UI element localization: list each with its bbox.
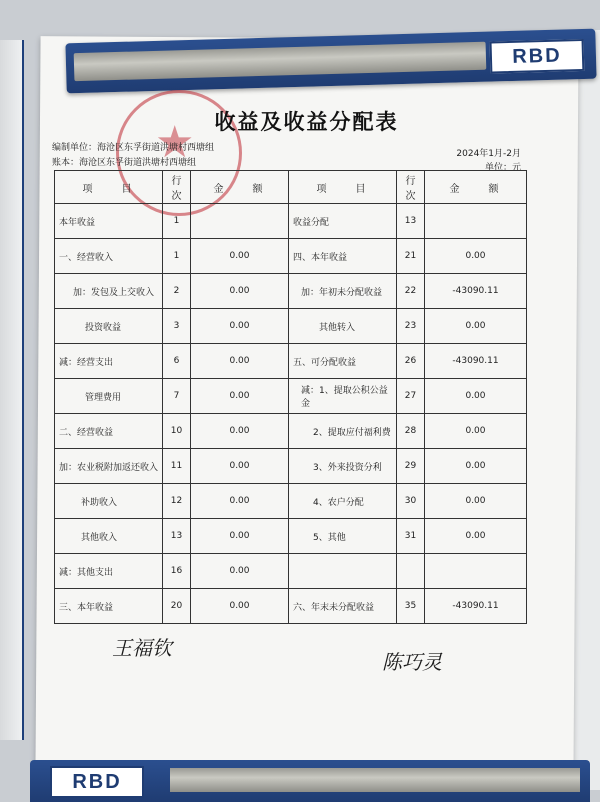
cell-line-no-left: 3 bbox=[163, 309, 191, 344]
cell-line-no-right: 22 bbox=[397, 274, 425, 309]
signature-right: 陈巧灵 bbox=[382, 650, 442, 674]
cell-item-right: 2、提取应付福利费 bbox=[289, 414, 397, 449]
board-left-edge bbox=[0, 40, 24, 740]
cell-amount-left: 0.00 bbox=[191, 239, 289, 274]
cell-amount-left: 0.00 bbox=[191, 519, 289, 554]
cell-item-left: 其他收入 bbox=[55, 519, 163, 554]
cell-item-left: 加：发包及上交收入 bbox=[55, 274, 163, 309]
table-row bbox=[55, 204, 527, 239]
table-row bbox=[55, 554, 527, 589]
cell-line-no-left: 10 bbox=[163, 414, 191, 449]
cell-item-left: 投资收益 bbox=[55, 309, 163, 344]
cell-item-left: 二、经营收益 bbox=[55, 414, 163, 449]
cell-amount-right: 0.00 bbox=[425, 379, 527, 414]
cell-amount-right: -43090.11 bbox=[425, 589, 527, 624]
cell-amount-left: 0.00 bbox=[191, 449, 289, 484]
table-header-row bbox=[55, 171, 527, 204]
table-row bbox=[55, 239, 527, 274]
cell-amount-right: 0.00 bbox=[425, 414, 527, 449]
cell-line-no-left: 13 bbox=[163, 519, 191, 554]
cell-amount-left: 0.00 bbox=[191, 274, 289, 309]
cell-item-left: 加：农业税附加返还收入 bbox=[55, 449, 163, 484]
unit-line: 编制单位：海沧区东孚街道洪塘村西塘组 bbox=[52, 143, 215, 153]
cell-line-no-left: 1 bbox=[163, 239, 191, 274]
table-row bbox=[55, 379, 527, 414]
cell-item-left: 一、经营收入 bbox=[55, 239, 163, 274]
table-row bbox=[55, 484, 527, 519]
cell-amount-left: 0.00 bbox=[191, 379, 289, 414]
table-row bbox=[55, 589, 527, 624]
seal-star-icon: ★ bbox=[155, 117, 195, 168]
cell-item-right: 5、其他 bbox=[289, 519, 397, 554]
table-row bbox=[55, 344, 527, 379]
cell-amount-left: 0.00 bbox=[191, 414, 289, 449]
cell-line-no-left: 6 bbox=[163, 344, 191, 379]
header-line-left: 行次 bbox=[163, 171, 191, 204]
cell-line-no-right bbox=[397, 554, 425, 589]
cell-amount-left: 0.00 bbox=[191, 589, 289, 624]
cell-item-left: 减：其他支出 bbox=[55, 554, 163, 589]
cell-line-no-right: 30 bbox=[397, 484, 425, 519]
cell-line-no-right: 31 bbox=[397, 519, 425, 554]
document-title: 收益及收益分配表 bbox=[214, 110, 399, 134]
clip-metal-strip bbox=[74, 42, 487, 81]
cell-line-no-right: 35 bbox=[397, 589, 425, 624]
table-row bbox=[55, 309, 527, 344]
header-amount-left: 金 额 bbox=[191, 171, 289, 204]
document bbox=[44, 100, 569, 700]
cell-line-no-right: 13 bbox=[397, 204, 425, 239]
table-row bbox=[55, 519, 527, 554]
header-item-left: 项 目 bbox=[55, 171, 163, 204]
cell-item-right: 收益分配 bbox=[289, 204, 397, 239]
cell-amount-left: 0.00 bbox=[191, 344, 289, 379]
cell-amount-left: 0.00 bbox=[191, 484, 289, 519]
cell-item-left: 三、本年收益 bbox=[55, 589, 163, 624]
cell-amount-right: 0.00 bbox=[425, 239, 527, 274]
cell-amount-left bbox=[191, 204, 289, 239]
cell-item-left: 本年收益 bbox=[55, 204, 163, 239]
cell-amount-right bbox=[425, 204, 527, 239]
cell-amount-right: 0.00 bbox=[425, 484, 527, 519]
header-amount-right: 金 额 bbox=[425, 171, 527, 204]
cell-amount-right: 0.00 bbox=[425, 519, 527, 554]
cell-amount-left: 0.00 bbox=[191, 554, 289, 589]
cell-item-right: 六、年末未分配收益 bbox=[289, 589, 397, 624]
cell-line-no-right: 26 bbox=[397, 344, 425, 379]
cell-amount-right: -43090.11 bbox=[425, 344, 527, 379]
header-item-right: 项 目 bbox=[289, 171, 397, 204]
period-text: 2024年1月-2月 bbox=[456, 149, 521, 159]
cell-item-right: 3、外来投资分利 bbox=[289, 449, 397, 484]
cell-line-no-right: 21 bbox=[397, 239, 425, 274]
cell-amount-right: -43090.11 bbox=[425, 274, 527, 309]
cell-amount-left: 0.00 bbox=[191, 309, 289, 344]
rbd-logo-bottom: RBD bbox=[50, 766, 144, 798]
cell-line-no-left: 2 bbox=[163, 274, 191, 309]
cell-item-left: 补助收入 bbox=[55, 484, 163, 519]
cell-amount-right: 0.00 bbox=[425, 309, 527, 344]
table-row bbox=[55, 414, 527, 449]
cell-item-right: 五、可分配收益 bbox=[289, 344, 397, 379]
cell-line-no-right: 28 bbox=[397, 414, 425, 449]
cell-line-no-right: 23 bbox=[397, 309, 425, 344]
rbd-logo: RBD bbox=[490, 39, 585, 74]
cell-line-no-right: 29 bbox=[397, 449, 425, 484]
cell-item-right: 减：1、提取公积公益金 bbox=[289, 379, 397, 414]
cell-line-no-left: 12 bbox=[163, 484, 191, 519]
currency-unit: 单位：元 bbox=[484, 163, 521, 173]
cell-item-right: 其他转入 bbox=[289, 309, 397, 344]
cell-line-no-left: 7 bbox=[163, 379, 191, 414]
cell-item-right: 加：年初未分配收益 bbox=[289, 274, 397, 309]
cell-amount-right: 0.00 bbox=[425, 449, 527, 484]
cell-item-right: 4、农户分配 bbox=[289, 484, 397, 519]
clip-metal-strip-bottom bbox=[170, 768, 580, 792]
cell-amount-right bbox=[425, 554, 527, 589]
header-line-right: 行次 bbox=[397, 171, 425, 204]
cell-item-right bbox=[289, 554, 397, 589]
table-row bbox=[55, 449, 527, 484]
cell-line-no-left: 1 bbox=[163, 204, 191, 239]
income-distribution-table bbox=[54, 170, 527, 624]
table-row bbox=[55, 274, 527, 309]
bottom-clip-bar bbox=[30, 760, 590, 802]
cell-item-left: 管理费用 bbox=[55, 379, 163, 414]
cell-line-no-right: 27 bbox=[397, 379, 425, 414]
cell-line-no-left: 16 bbox=[163, 554, 191, 589]
cell-line-no-left: 11 bbox=[163, 449, 191, 484]
account-line: 账本：海沧区东孚街道洪塘村西塘组 bbox=[52, 158, 197, 168]
cell-line-no-left: 20 bbox=[163, 589, 191, 624]
cell-item-left: 减：经营支出 bbox=[55, 344, 163, 379]
cell-item-right: 四、本年收益 bbox=[289, 239, 397, 274]
signature-left: 王福钦 bbox=[112, 636, 172, 660]
